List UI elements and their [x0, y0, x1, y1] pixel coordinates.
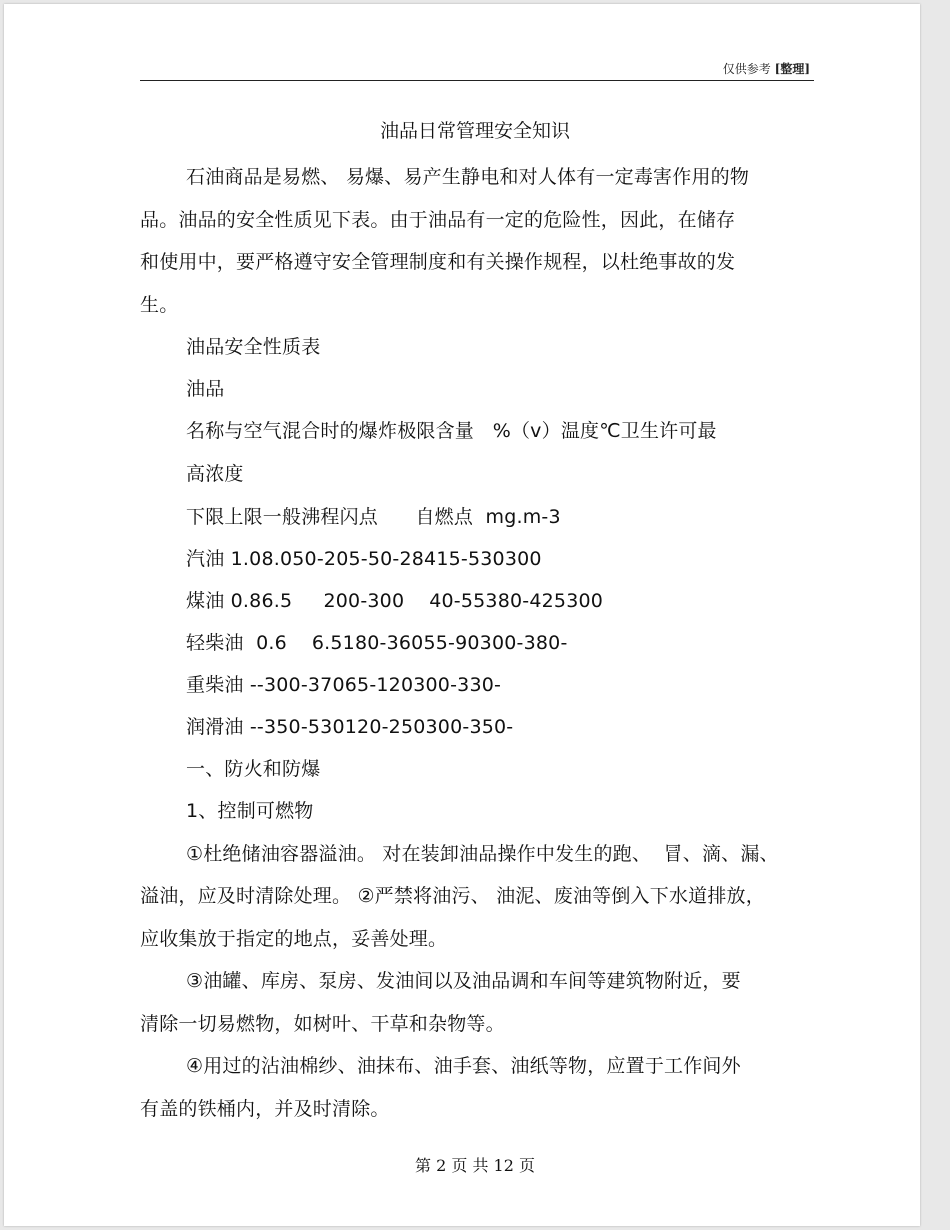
body-line: 品。油品的安全性质见下表。由于油品有一定的危险性，因此，在储存 — [140, 209, 736, 231]
body-line: ①杜绝储油容器溢油。 对在装卸油品操作中发生的跑、 冒、滴、漏、 — [186, 843, 779, 865]
table-row: 重柴油 --300-37065-120300-330- — [186, 674, 502, 696]
header-note — [723, 60, 810, 77]
header-note-tag: [整理] — [774, 62, 810, 76]
table-row: 汽油 1.08.050-205-50-28415-530300 — [186, 548, 542, 570]
table-row: 煤油 0.86.5 200-300 40-55380-425300 — [186, 590, 604, 612]
table-line: 高浓度 — [186, 463, 244, 485]
body-line: 溢油，应及时清除处理。 ②严禁将油污、 油泥、废油等倒入下水道排放， — [140, 885, 765, 907]
body-line: 清除一切易燃物，如树叶、干草和杂物等。 — [140, 1013, 505, 1035]
table-line: 名称与空气混合时的爆炸极限含量 %（v）温度℃卫生许可最 — [186, 420, 717, 442]
table-caption: 油品安全性质表 — [186, 336, 321, 358]
body-line: ④用过的沾油棉纱、油抹布、油手套、油纸等物，应置于工作间外 — [186, 1055, 741, 1077]
table-row: 润滑油 --350-530120-250300-350- — [186, 716, 514, 738]
table-line: 下限上限一般沸程闪点 自燃点 mg.m-3 — [186, 506, 561, 528]
body-line: 应收集放于指定的地点，妥善处理。 — [140, 928, 448, 950]
body-line: 有盖的铁桶内，并及时清除。 — [140, 1098, 390, 1120]
header-rule — [140, 80, 814, 81]
body-line: 和使用中，要严格遵守安全管理制度和有关操作规程，以杜绝事故的发 — [140, 251, 736, 273]
subsection-heading: 1、控制可燃物 — [186, 800, 314, 822]
body-line: 生。 — [140, 294, 179, 316]
body-line: 石油商品是易燃、 易爆、易产生静电和对人体有一定毒害作用的物 — [186, 166, 750, 188]
table-row: 轻柴油 0.6 6.5180-36055-90300-380- — [186, 632, 568, 654]
body-line: ③油罐、库房、泵房、发油间以及油品调和车间等建筑物附近，要 — [186, 970, 741, 992]
table-line: 油品 — [186, 378, 225, 400]
section-heading: 一、防火和防爆 — [186, 758, 321, 780]
document-title: 油品日常管理安全知识 — [379, 120, 570, 142]
page-footer: 第 2 页 共 12 页 — [415, 1156, 535, 1175]
header-note-prefix: 仅供参考 — [722, 62, 771, 76]
